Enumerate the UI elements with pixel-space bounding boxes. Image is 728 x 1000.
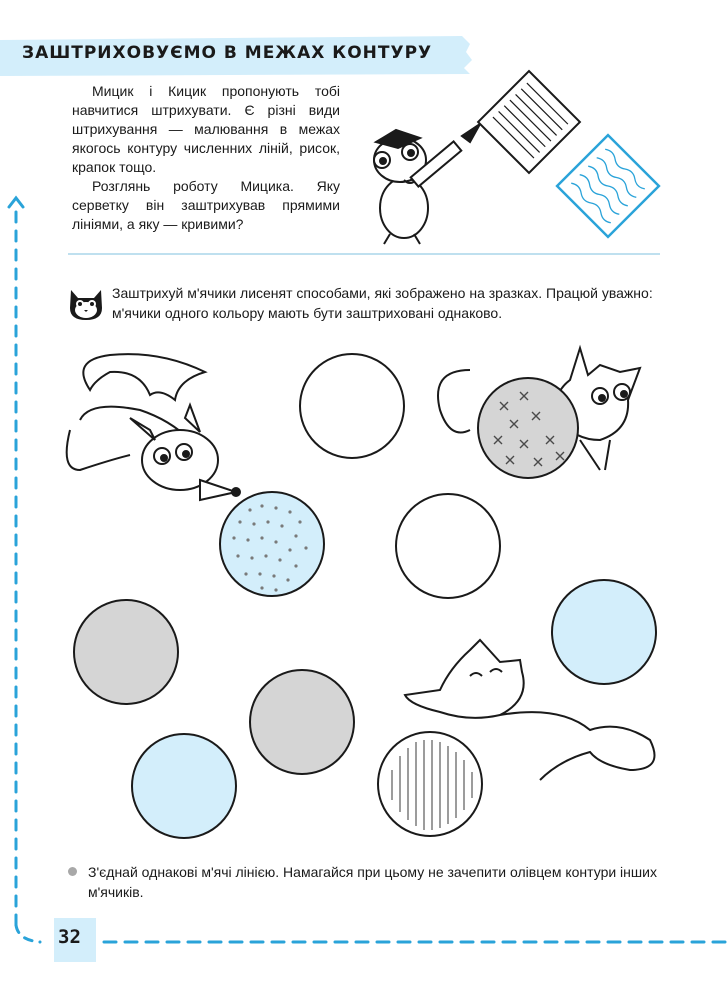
ball-blue-bottom[interactable] <box>132 734 236 838</box>
mouse-character-illustration <box>374 124 480 244</box>
ball-white-hatched[interactable] <box>378 732 482 836</box>
task-instruction: Заштрихуй м'ячики лисенят способами, які зображено на зразках. Працюй уважно: м'ячики одного кольору мають бути заштриховані однаково. <box>112 285 653 321</box>
ball-blue-right[interactable] <box>552 580 656 684</box>
fox-left-illustration <box>67 354 240 500</box>
bullet-point <box>68 867 77 876</box>
ball-white-mid[interactable] <box>396 494 500 598</box>
page-number: 32 <box>58 926 81 948</box>
ball-gray-left[interactable] <box>74 600 178 704</box>
napkin-wavy-lines <box>557 135 659 237</box>
connect-instruction: З'єднай однакові м'ячі лінією. Намагайся при цьому не зачепити олівцем контури інших м'ячиків. <box>88 864 657 900</box>
left-dashed-border <box>9 198 40 942</box>
intro-paragraph-2: Розглянь роботу Мицика. Яку серветку він заштрихував прямими лініями, а яку — кривими? <box>72 178 340 232</box>
page-title: ЗАШТРИХОВУЄМО В МЕЖАХ КОНТУРУ <box>22 43 433 63</box>
intro-text <box>72 82 340 234</box>
intro-paragraph-1: Мицик і Кицик пропонують тобі навчитися штрихувати. Є різні види штрихування — малювання в межах якогось контуру численних ліній, рисок, крапок тощо. <box>72 83 340 175</box>
ball-gray-cross[interactable] <box>478 378 578 478</box>
ball-blue-dots[interactable] <box>220 492 324 596</box>
napkin-straight-lines <box>478 71 580 173</box>
ball-gray-center[interactable] <box>250 670 354 774</box>
section-divider <box>68 253 660 255</box>
ball-white-top[interactable] <box>300 354 404 458</box>
cat-icon <box>66 282 106 322</box>
